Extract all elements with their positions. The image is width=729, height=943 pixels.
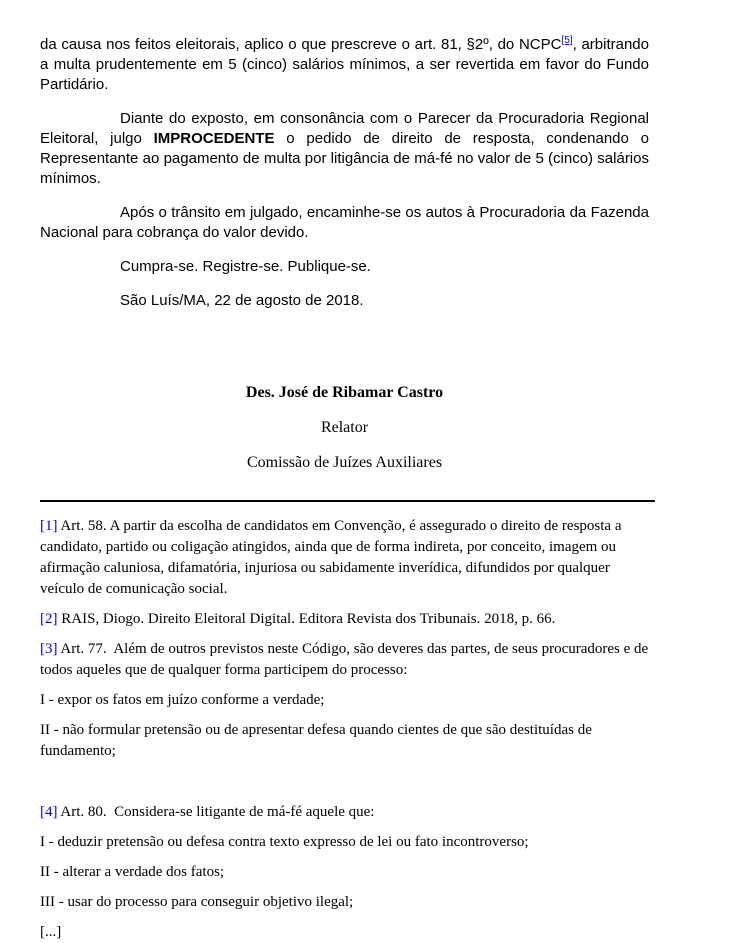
date-line: São Luís/MA, 22 de agosto de 2018. — [120, 292, 364, 309]
signature-block — [40, 383, 649, 473]
footnote-4-text: Art. 80. Considera-se litigante de má-fé aquele que: — [57, 804, 375, 820]
footnote-ellipsis: [...] — [40, 924, 62, 940]
body-paragraph-2-pre: Diante do exposto, em consonância com o Parecer da Procuradoria Regional Eleitoral, julgo — [40, 110, 649, 147]
signature-name: Des. José de Ribamar Castro — [245, 384, 444, 401]
body-paragraph-4: Cumpra-se. Registre-se. Publique-se. — [120, 258, 371, 275]
decision-text — [40, 35, 649, 311]
signature-commission: Comissão de Juízes Auxiliares — [246, 454, 443, 471]
footnote-2 — [40, 609, 649, 630]
footnotes-section — [40, 516, 652, 943]
footnote-marker-1[interactable]: [1] — [40, 518, 58, 534]
body-paragraph-2 — [40, 109, 649, 189]
footnote-4-item-3: III - usar do processo para conseguir objetivo ilegal; — [40, 894, 354, 910]
judgment-emphasis: IMPROCEDENTE — [153, 130, 275, 147]
footnote-1 — [40, 516, 649, 600]
footnote-4-item-1: I - deduzir pretensão ou defesa contra texto expresso de lei ou fato incontroverso; — [40, 834, 529, 850]
body-paragraph-2-post: o pedido de direito de resposta, condenando o Representante ao pagamento de multa por litigância de má-fé no valor de 5 (cinco) salários mínimos. — [40, 130, 649, 187]
body-paragraph-1 — [40, 35, 649, 95]
footnote-4-item-2: II - alterar a verdade dos fatos; — [40, 864, 225, 880]
footnote-separator-rule — [40, 500, 655, 502]
footnote-ref-5-link[interactable]: [5] — [561, 35, 573, 46]
body-paragraph-1-post: , arbitrando a multa prudentemente em 5 (cinco) salários mínimos, a ser revertida em favor do Fundo Partidário. — [40, 36, 649, 93]
footnote-2-text: RAIS, Diogo. Direito Eleitoral Digital. Editora Revista dos Tribunais. 2018, p. 66. — [57, 611, 556, 627]
body-paragraph-1-pre: da causa nos feitos eleitorais, aplico o que prescreve o art. 81, §2º, do NCPC — [40, 36, 562, 53]
footnote-3-text: Art. 77. Além de outros previstos neste Código, são deveres das partes, de seus procuradores e de todos aqueles que de qualquer forma participem do processo: — [40, 641, 652, 678]
footnote-marker-2[interactable]: [2] — [40, 611, 58, 627]
footnote-marker-4[interactable]: [4] — [40, 804, 58, 820]
footnote-marker-3[interactable]: [3] — [40, 641, 58, 657]
footnote-4 — [40, 802, 649, 823]
footnote-3 — [40, 639, 652, 681]
footnote-1-text: Art. 58. A partir da escolha de candidatos em Convenção, é assegurado o direito de resposta a candidato, partido ou coligação atingidos, ainda que de forma indireta, por conceito, imagem ou afirmação caluniosa, difamatória, injuriosa ou sabidamente inverídica, difundidos por qualquer veículo de comunicação social. — [40, 518, 626, 597]
signature-role: Relator — [320, 419, 369, 436]
footnote-3-item-1: I - expor os fatos em juízo conforme a verdade; — [40, 692, 325, 708]
body-paragraph-3: Após o trânsito em julgado, encaminhe-se os autos à Procuradoria da Fazenda Nacional para cobrança do valor devido. — [40, 204, 649, 241]
footnote-3-item-2: II - não formular pretensão ou de apresentar defesa quando cientes de que são destituídas de fundamento; — [40, 722, 596, 759]
